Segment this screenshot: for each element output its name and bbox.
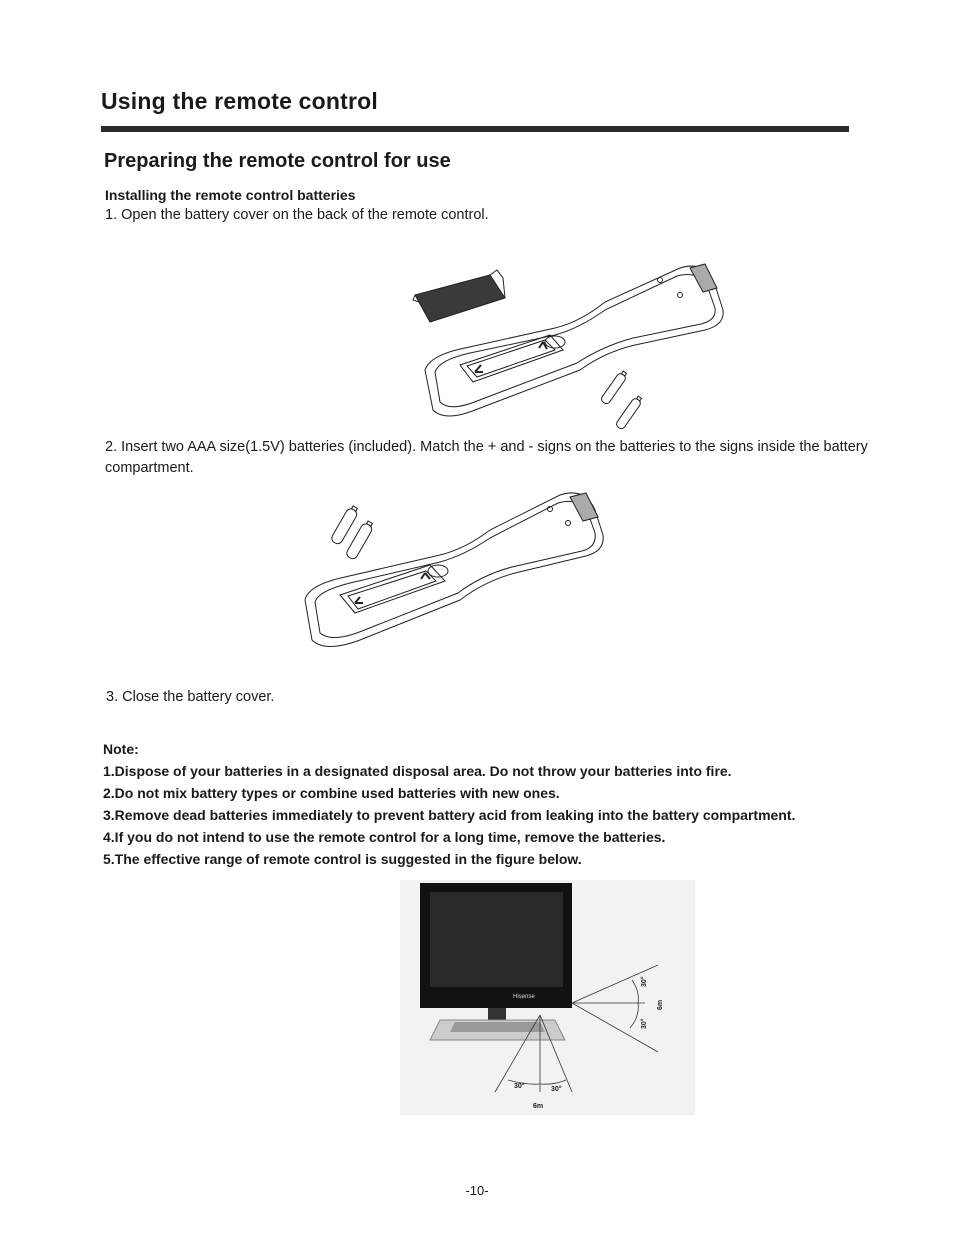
- remote-insert-batteries-illustration: [300, 485, 610, 660]
- note-item: 1.Dispose of your batteries in a designated disposal area. Do not throw your batteries into fire.: [103, 763, 732, 779]
- note-item: 5.The effective range of remote control is suggested in the figure below.: [103, 851, 582, 867]
- note-item: 3.Remove dead batteries immediately to prevent battery acid from leaking into the battery compartment.: [103, 807, 796, 823]
- angle-label-right-bottom: 30°: [641, 1018, 648, 1029]
- note-item: 4.If you do not intend to use the remote control for a long time, remove the batteries.: [103, 829, 666, 845]
- subsection-title: Installing the remote control batteries: [105, 187, 356, 203]
- step-1-text: 1. Open the battery cover on the back of the remote control.: [105, 207, 489, 223]
- page-title: Using the remote control: [101, 88, 378, 114]
- distance-label-bottom: 6m: [533, 1103, 544, 1110]
- angle-label-bottom-left: 30°: [514, 1083, 525, 1090]
- note-item: 2.Do not mix battery types or combine used batteries with new ones.: [103, 785, 560, 801]
- title-rule: [101, 126, 849, 132]
- angle-label-bottom-right: 30°: [551, 1086, 562, 1093]
- note-block: [103, 738, 795, 870]
- distance-label-right: 6m: [657, 999, 664, 1010]
- note-heading: Note:: [103, 741, 139, 757]
- remote-open-cover-illustration: [405, 250, 725, 430]
- step-2-text: 2. Insert two AAA size(1.5V) batteries (included). Match the + and - signs on the batteries to the signs inside the battery compartment.: [105, 439, 868, 476]
- tv-remote-range-illustration: [400, 880, 695, 1115]
- tv-brand-label: Hisense: [513, 994, 535, 1000]
- section-title: Preparing the remote control for use: [104, 150, 451, 172]
- step-3-text: 3. Close the battery cover.: [106, 689, 275, 705]
- angle-label-right-top: 30°: [641, 976, 648, 987]
- page-number: -10-: [465, 1183, 489, 1198]
